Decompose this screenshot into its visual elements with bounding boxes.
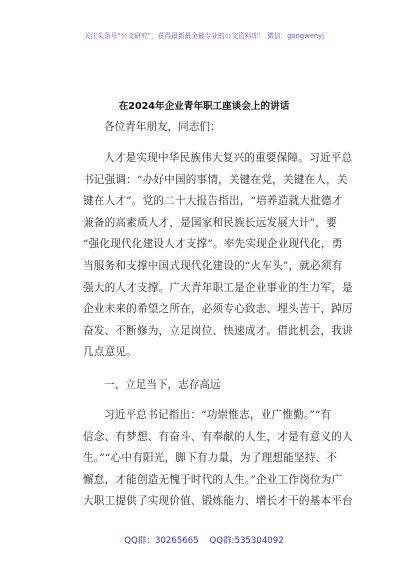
document-title: 在2024年企业青年职工座谈会上的讲话: [118, 101, 290, 112]
footer-note: QQ群：30265665 QQ群:535304092: [124, 536, 284, 546]
paragraph-line: 书记强调：“办好中国的事情，关键在党，关键在人，关: [83, 173, 348, 186]
paragraph-line: 企业未来的希望之所在，必须专心致志、埋头苦干，踔厉: [83, 303, 353, 316]
section-1-heading: 一、立足当下，志存高远: [104, 379, 221, 391]
paragraph-line: 大职工提供了实现价值、锻炼能力、增长才干的基本平台: [83, 495, 353, 508]
header-note: 关注头条号“公文研究”，获得最新最全最专业的公文资料库！ 微信：gongwenyj: [83, 32, 325, 40]
paragraph-line: 信念、有梦想、有奋斗、有奉献的人生，才是有意义的人: [83, 430, 353, 443]
paragraph-line: “强化现代化建设人才支撑”。率先实现企业现代化，勇: [83, 238, 343, 251]
paragraph-line: 懈怠，才能创造无愧于时代的人生。”企业工作岗位为广: [83, 473, 343, 486]
paragraph-line: 奋发、不断修为，立足岗位、快速成才。借此机会，我讲: [83, 324, 353, 337]
paragraph-line: 人才是实现中华民族伟大复兴的重要保障。习近平总: [104, 152, 353, 164]
paragraph-2: [83, 405, 353, 513]
paragraph-line: 兼备的高素质人才，是国家和民族长远发展大计”，要: [83, 216, 337, 229]
paragraph-line: 习近平总书记指出：“功崇惟志，业广惟勤。”“有: [104, 409, 332, 421]
paragraph-line: 强大的人才支撑。广大青年职工是企业事业的生力军，是: [83, 281, 353, 294]
greeting: 各位青年朋友，同志们：: [104, 121, 221, 133]
paragraph-line: 几点意见。: [83, 346, 137, 359]
paragraph-line: 当服务和支撑中国式现代化建设的“火车头”，就必须有: [83, 259, 343, 272]
paragraph-line: 生。”“心中有阳光，脚下有力量，为了理想能坚持、不: [83, 452, 338, 465]
paragraph-1: [83, 148, 353, 364]
paragraph-line: 键在人才”。党的二十大报告指出，“培养造就大批德才: [83, 195, 343, 208]
